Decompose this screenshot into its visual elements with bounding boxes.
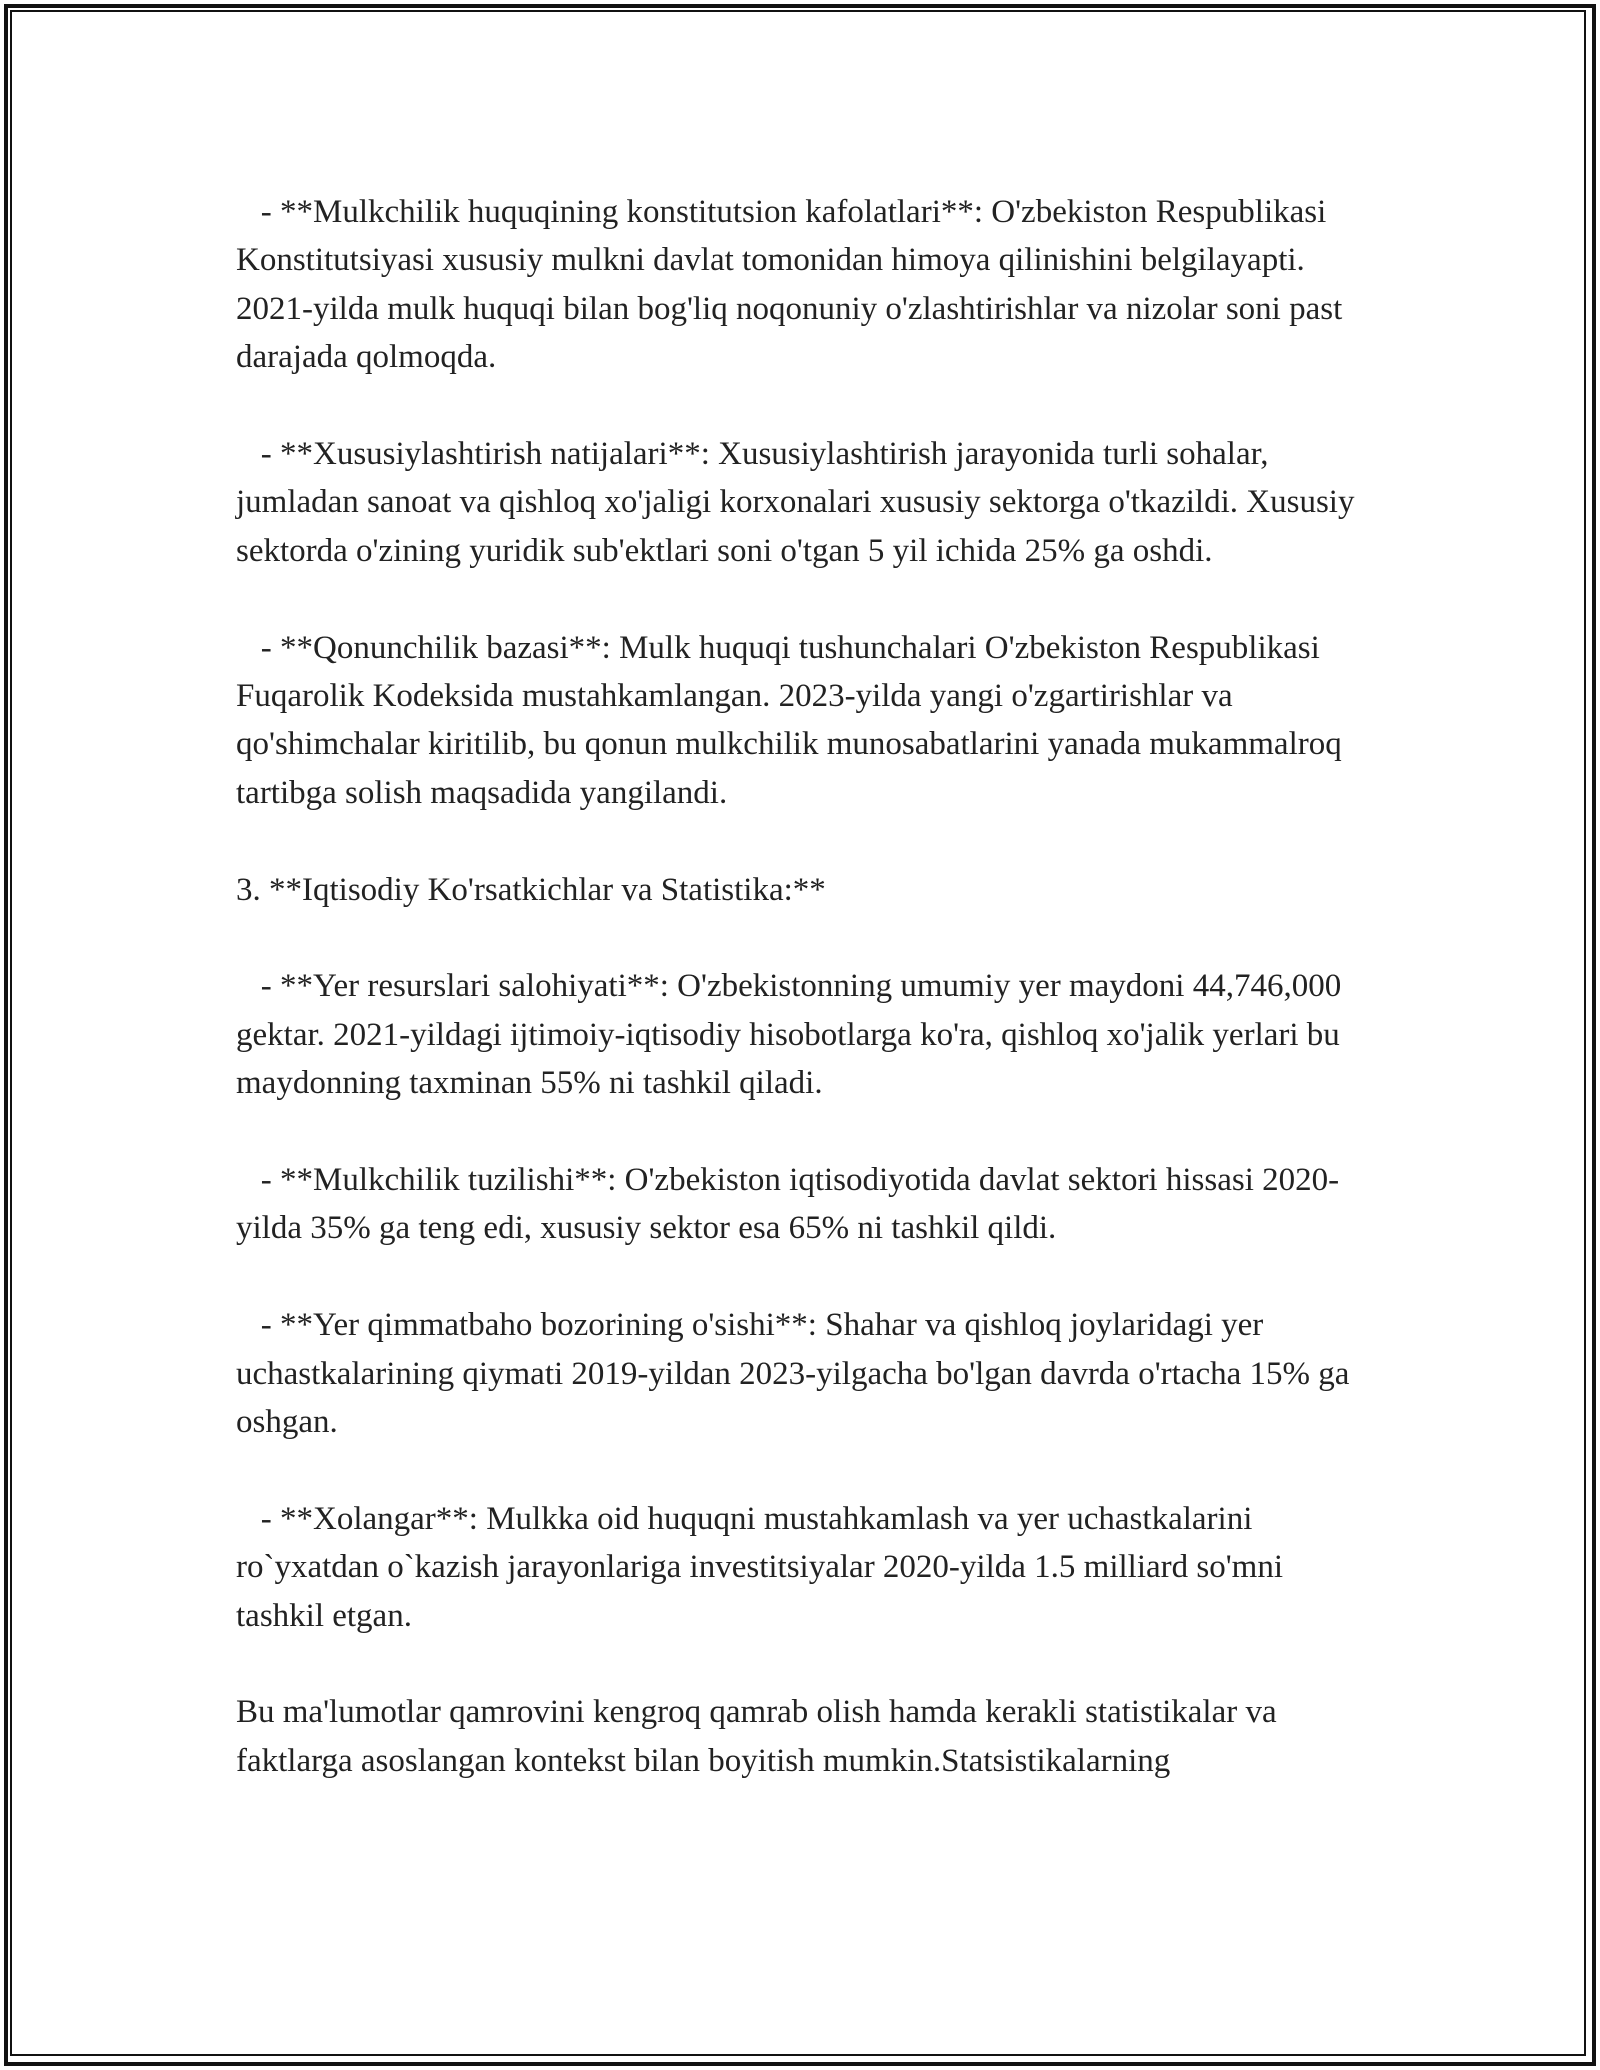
section-heading-economic-indicators: 3. **Iqtisodiy Ko'rsatkichlar va Statistika:** <box>236 871 826 908</box>
paragraph-privatization-results: - **Xususiylashtirish natijalari**: Xususiylashtirish jarayonida turli sohalar, jumladan sanoat va qishloq xo'jaligi korxonalari xususiy sektorga o'tkazildi. Xususiy sektorda o'zining yuridik sub'ektlari soni o'tgan 5 yil ichida 25% ga oshdi. <box>236 436 1363 569</box>
paragraph-xolangar: - **Xolangar**: Mulkka oid huquqni mustahkamlash va yer uchastkalarini ro`yxatdan o`kazish jarayonlariga investitsiyalar 2020-yilda 1.5 milliard so'mni tashkil etgan. <box>236 1500 1292 1634</box>
paragraph-conclusion: Bu ma'lumotlar qamrovini kengroq qamrab olish hamda kerakli statistikalar va faktlarga asoslangan kontekst bilan boyitish mumkin.Statsistikalarning <box>236 1694 1285 1779</box>
paragraph-land-resources: - **Yer resurslari salohiyati**: O'zbekistonning umumiy yer maydoni 44,746,000 gektar. 2021-yildagi ijtimoiy-iqtisodiy hisobotlarga ko'ra, qishloq xo'jalik yerlari bu maydonning taxminan 55% ni tashkil qiladi. <box>236 968 1350 1102</box>
paragraph-land-market-growth: - **Yer qimmatbaho bozorining o'sishi**: Shahar va qishloq joylaridagi yer uchastkalarining qiymati 2019-yildan 2023-yilgacha bo'lgan davrda o'rtacha 15% ga oshgan. <box>236 1307 1358 1441</box>
paragraph-legislative-base: - **Qonunchilik bazasi**: Mulk huquqi tushunchalari O'zbekiston Respublikasi Fuqarolik Kodeksida mustahkamlangan. 2023-yilda yangi o'zgartirishlar va qo'shimchalar kiritilib, bu qonun mulkchilik munosabatlarini yanada mukammalroq tartibga solish maqsadida yangilandi. <box>236 629 1350 811</box>
document-body <box>236 188 1376 1785</box>
paragraph-constitutional-guarantees: - **Mulkchilik huquqining konstitutsion kafolatlari**: O'zbekiston Respublikasi Konstitutsiyasi xususiy mulkni davlat tomonidan himoya qilinishini belgilayapti. 2021-yilda mulk huquqi bilan bog'liq noqonuniy o'zlashtirishlar va nizolar soni past darajada qolmoqda. <box>236 194 1351 376</box>
paragraph-ownership-structure: - **Mulkchilik tuzilishi**: O'zbekiston iqtisodiyotida davlat sektori hissasi 2020-yilda 35% ga teng edi, xususiy sektor esa 65% ni tashkil qildi. <box>236 1162 1340 1247</box>
